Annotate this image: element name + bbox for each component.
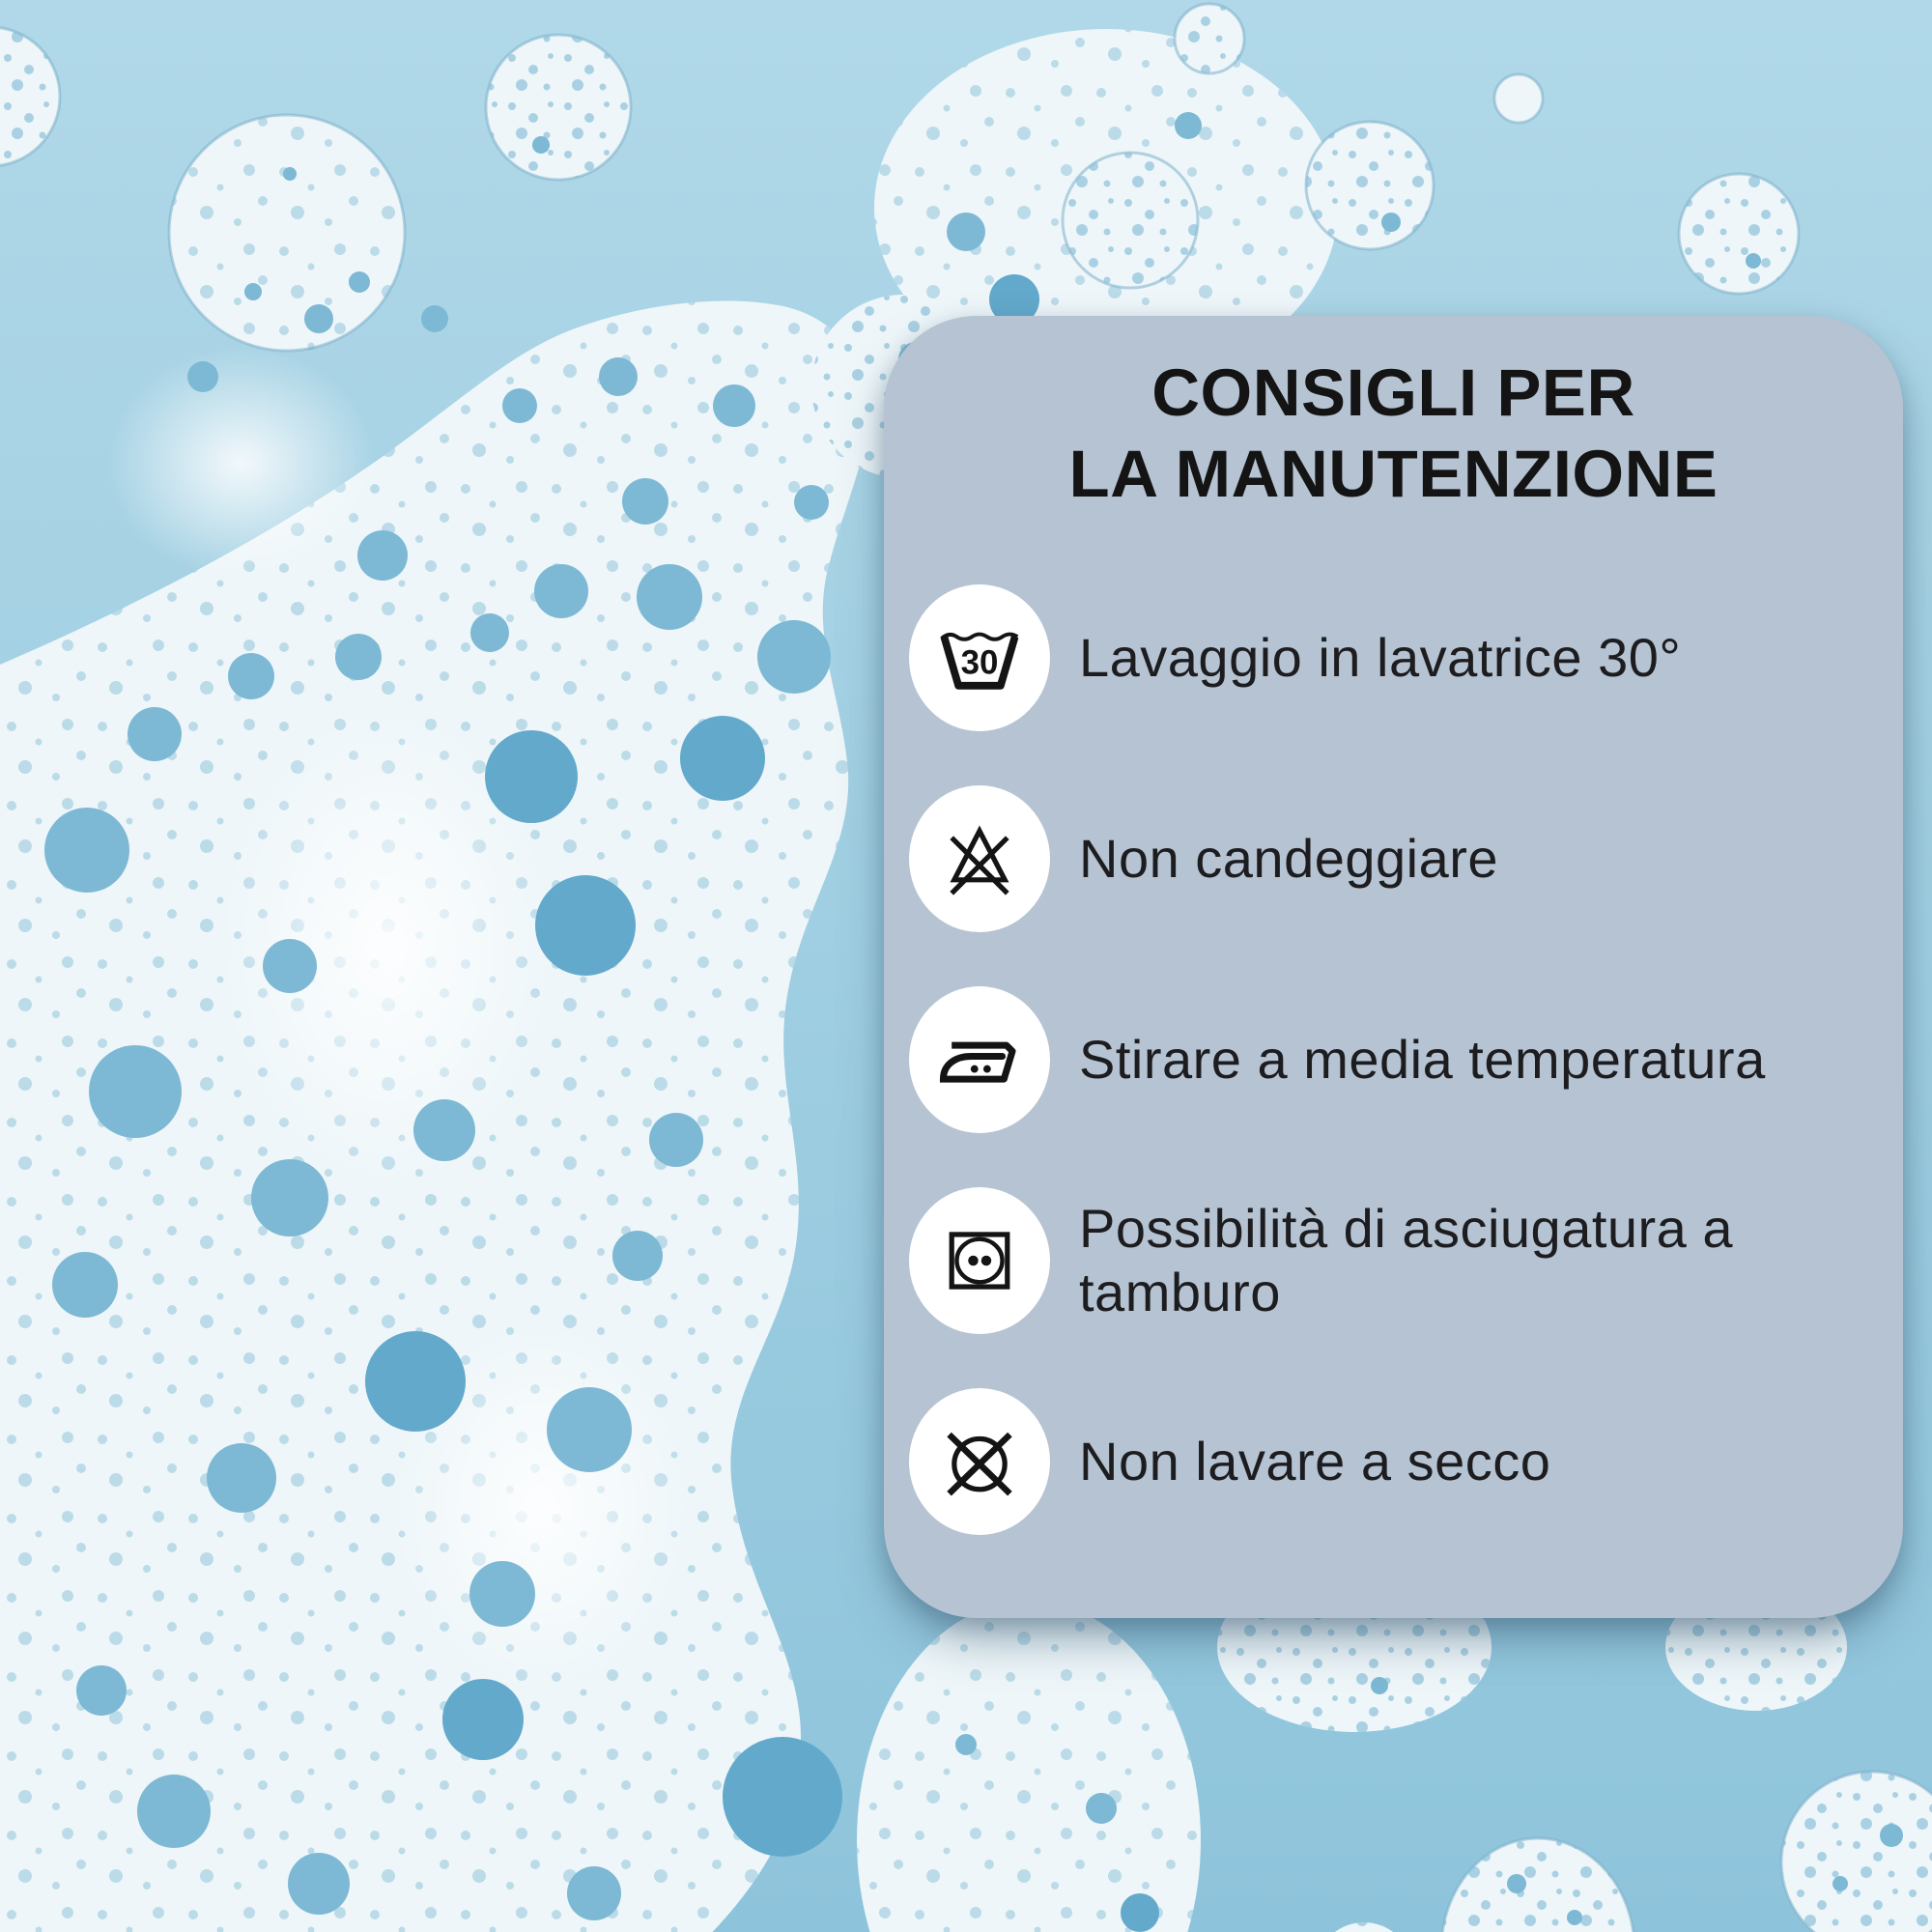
care-item-label: Lavaggio in lavatrice 30° xyxy=(1079,626,1682,688)
foam-bubble-top-left xyxy=(169,115,405,351)
care-item-label: Non lavare a secco xyxy=(1079,1430,1551,1492)
care-instructions-card xyxy=(884,316,1903,1618)
care-item-tumble-dry xyxy=(909,1187,1884,1334)
care-items-list xyxy=(909,584,1884,1535)
svg-text:30: 30 xyxy=(960,643,999,682)
iron-medium-temperature-icon xyxy=(909,986,1050,1133)
care-item-no-dry-clean xyxy=(909,1388,1884,1535)
foam-bubble-top-left-corner xyxy=(0,27,60,166)
do-not-bleach-icon xyxy=(909,785,1050,932)
care-item-label: Non candeggiare xyxy=(1079,827,1499,889)
care-item-label: Possibilità di asciugatura a tamburo xyxy=(1079,1197,1734,1322)
do-not-dry-clean-icon xyxy=(909,1388,1050,1535)
machine-wash-30-icon xyxy=(909,584,1050,731)
card-title-line-2: LA MANUTENZIONE xyxy=(1068,437,1719,512)
card-title-line-1: CONSIGLI PER xyxy=(1151,355,1635,430)
foam-mass-left xyxy=(0,301,867,1932)
foam-bubbles-bottom-right xyxy=(1316,1772,1932,1932)
tumble-dry-icon xyxy=(909,1187,1050,1334)
care-item-no-bleach xyxy=(909,785,1884,932)
care-item-label: Stirare a media temperatura xyxy=(1079,1028,1766,1090)
care-item-machine-wash xyxy=(909,584,1884,731)
care-item-iron-medium xyxy=(909,986,1884,1133)
foam-bubble-top-center xyxy=(486,35,631,180)
card-title xyxy=(884,316,1903,515)
